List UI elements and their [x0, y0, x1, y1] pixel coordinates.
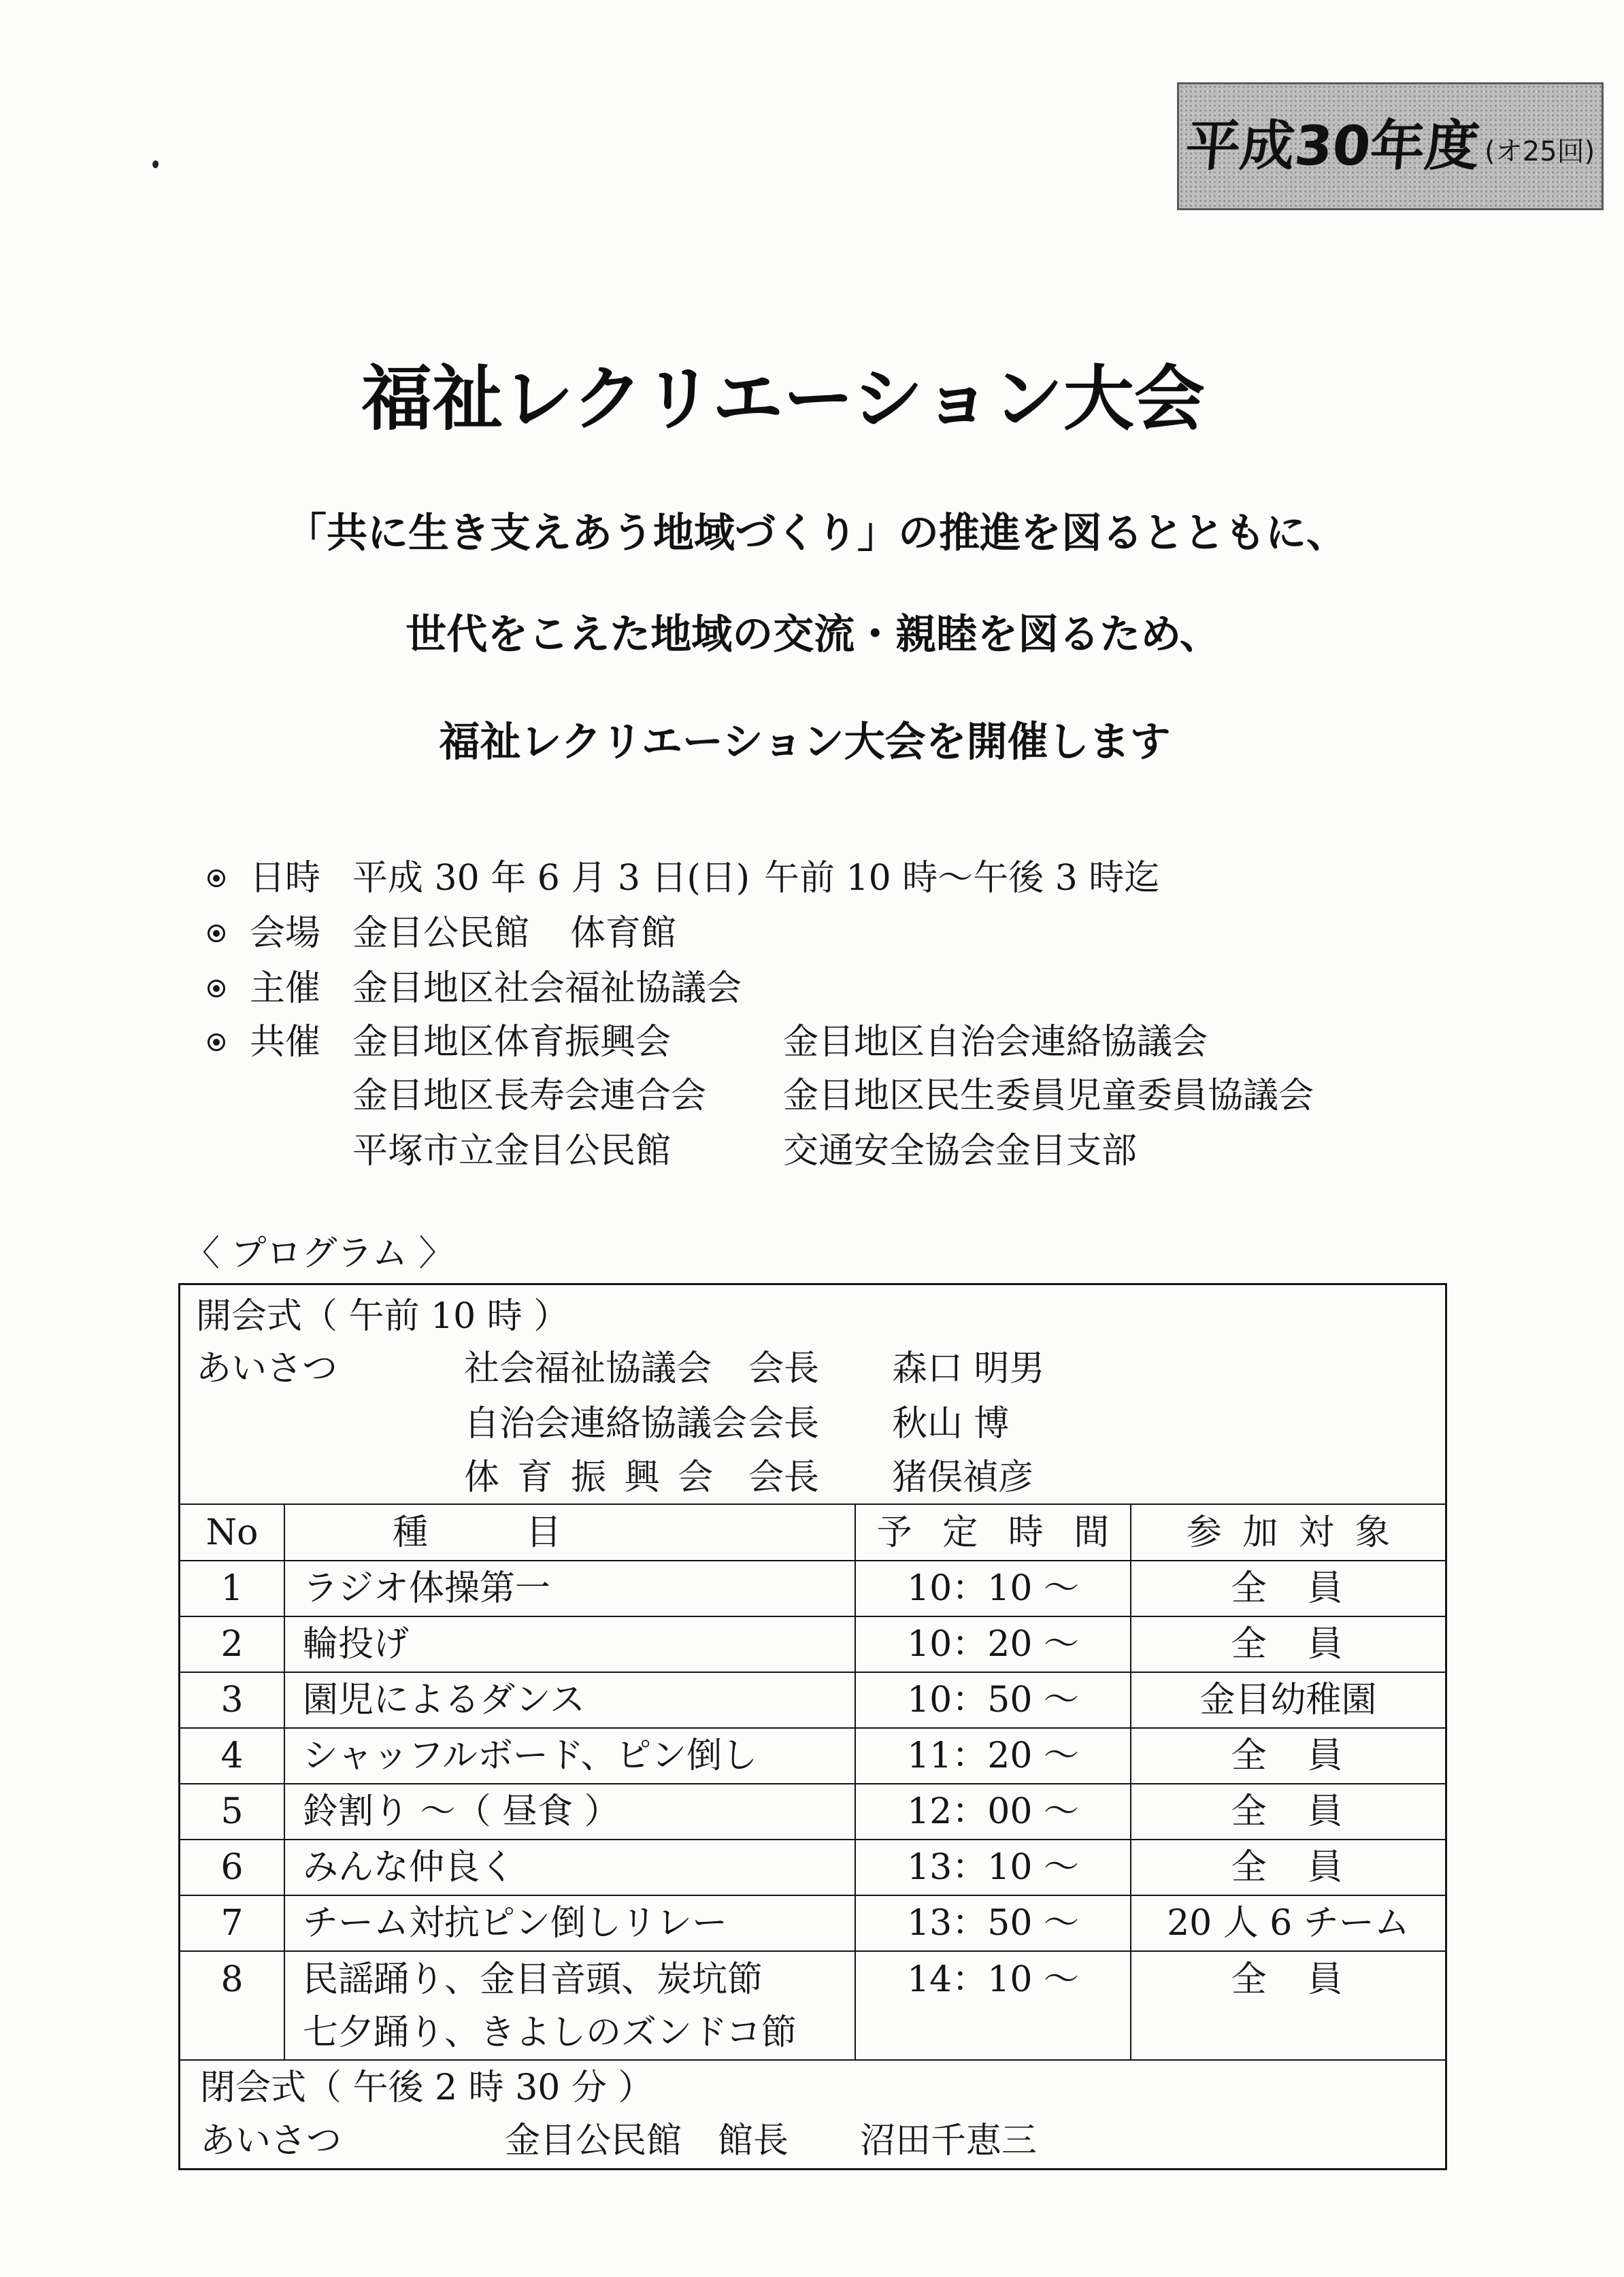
participants: 金目幼稚園	[1131, 1672, 1445, 1728]
row-number: 7	[180, 1895, 284, 1951]
row-number: 5	[180, 1784, 284, 1840]
bullet-icon	[208, 869, 225, 887]
row-number: 2	[180, 1616, 284, 1672]
event-name: シャッフルボード、ピン倒し	[284, 1728, 855, 1784]
event-time: 午前 10 時～午後 3 時迄	[764, 858, 1160, 899]
event-name: 輪投げ	[284, 1616, 855, 1672]
table-row	[180, 1784, 1445, 1840]
opening-ceremony	[196, 1296, 569, 1337]
table-row	[180, 1616, 1445, 1672]
scheduled-time: 13：50 ～	[855, 1895, 1131, 1951]
participants: 全 員	[1131, 1784, 1445, 1840]
column-header-participants: 参 加 対 象	[1131, 1504, 1445, 1561]
event-name: チーム対抗ピン倒しリレー	[284, 1895, 855, 1951]
row-number: 6	[180, 1840, 284, 1895]
scheduled-time: 12：00 ～	[855, 1784, 1131, 1840]
participants: 20 人 6 チーム	[1131, 1895, 1445, 1951]
speaker-name: 森口 明男	[892, 1348, 1045, 1389]
opening-speaker	[196, 1348, 1045, 1389]
info-organizer	[208, 968, 742, 1009]
participants: 全 員	[1131, 1561, 1445, 1616]
bullet-icon	[208, 1033, 225, 1051]
event-name: みんな仲良く	[284, 1840, 855, 1895]
table-row	[180, 1895, 1445, 1951]
info-label: 共催	[250, 1022, 321, 1063]
table-row	[180, 1672, 1445, 1728]
greeting-label: あいさつ	[196, 1348, 338, 1389]
intro-line-3: 福祉レクリエーション大会を開催します	[439, 718, 1171, 766]
info-cosponsors	[208, 1022, 1208, 1063]
scheduled-time: 13：10 ～	[855, 1840, 1131, 1895]
intro-line-1: 「共に生き支えあう地域づくり」の推進を図るとともに、	[286, 510, 1347, 557]
speaker-name: 秋山 博	[892, 1403, 1010, 1444]
stamp-edition: (オ25回)	[1485, 136, 1595, 167]
scan-speck	[151, 160, 159, 169]
speaker-org: 体 育 振 興 会	[464, 1457, 717, 1498]
participants: 全 員	[1131, 1728, 1445, 1784]
row-number: 8	[180, 1951, 284, 2060]
info-label: 会場	[250, 913, 321, 954]
cosponsor-name: 金目地区長寿会連合会	[352, 1076, 707, 1116]
program-heading: 〈 プログラム 〉	[184, 1233, 454, 1274]
scheduled-time: 11：20 ～	[855, 1728, 1131, 1784]
column-header-time: 予 定 時 間	[855, 1504, 1131, 1561]
bullet-icon	[208, 980, 225, 997]
greeting-label: あいさつ	[200, 2121, 342, 2161]
table-row	[180, 1561, 1445, 1616]
program-box	[178, 1283, 1447, 2170]
speaker-role: 会長	[748, 1348, 820, 1389]
opening-title: 開会式（ 午前 10 時 ）	[196, 1296, 569, 1337]
venue-place: 金目公民館	[352, 913, 530, 954]
table-row	[180, 1728, 1445, 1784]
speaker-name: 猪俣禎彦	[892, 1457, 1034, 1498]
participants: 全 員	[1131, 1616, 1445, 1672]
info-datetime	[208, 858, 1160, 899]
stamp-year: 平成30年度	[1182, 114, 1482, 178]
opening-speaker	[196, 1457, 1034, 1498]
column-header-event: 種 目	[284, 1504, 855, 1561]
scheduled-time: 14：10 ～	[855, 1951, 1131, 2060]
row-number: 4	[180, 1728, 284, 1784]
closing-ceremony	[200, 2067, 654, 2108]
info-venue	[208, 913, 677, 954]
table-row	[180, 1951, 1445, 2060]
participants: 全 員	[1131, 1840, 1445, 1895]
cosponsor-name: 金目地区民生委員児童委員協議会	[783, 1076, 1314, 1116]
scheduled-time: 10：20 ～	[855, 1616, 1131, 1672]
table-header-row	[180, 1504, 1445, 1561]
speaker-org: 自治会連絡協議会	[464, 1403, 748, 1444]
event-name	[284, 1951, 855, 2060]
event-name-line: 七夕踊り、きよしのズンドコ節	[303, 2012, 797, 2053]
event-name: 鈴割り ～（ 昼食 ）	[284, 1784, 855, 1840]
intro-line-2: 世代をこえた地域の交流・親睦を図るため、	[405, 611, 1221, 659]
speaker-role: 会長	[748, 1457, 820, 1498]
info-cosponsors-cont	[352, 1133, 1137, 1169]
table-row	[180, 1840, 1445, 1895]
speaker-name: 沼田千恵三	[860, 2121, 1038, 2161]
info-label: 日時	[250, 858, 321, 899]
speaker-org: 社会福祉協議会	[464, 1348, 712, 1389]
closing-speaker	[200, 2123, 1037, 2159]
info-cosponsors-cont	[352, 1078, 1314, 1114]
cosponsor-name: 金目地区体育振興会	[352, 1022, 672, 1063]
column-header-no: No	[180, 1504, 284, 1561]
schedule-table	[180, 1503, 1445, 2061]
cosponsor-name: 金目地区自治会連絡協議会	[783, 1022, 1208, 1063]
cosponsor-name: 交通安全協会金目支部	[783, 1131, 1138, 1171]
year-stamp	[1177, 82, 1604, 210]
event-name-line: 民謡踊り、金目音頭、炭坑節	[303, 1959, 763, 2000]
page-title: 福祉レクリエーション大会	[361, 357, 1205, 440]
scheduled-time: 10：50 ～	[855, 1672, 1131, 1728]
speaker-role: 館長	[718, 2121, 789, 2161]
bullet-icon	[208, 925, 225, 942]
event-date: 平成 30 年 6 月 3 日(日)	[352, 858, 750, 899]
info-label: 主催	[250, 968, 321, 1009]
row-number: 3	[180, 1672, 284, 1728]
speaker-org: 金目公民館	[505, 2121, 682, 2161]
event-name: 園児によるダンス	[284, 1672, 855, 1728]
row-number: 1	[180, 1561, 284, 1616]
scheduled-time: 10：10 ～	[855, 1561, 1131, 1616]
participants: 全 員	[1131, 1951, 1445, 2060]
cosponsor-name: 平塚市立金目公民館	[352, 1131, 672, 1171]
event-name: ラジオ体操第一	[284, 1561, 855, 1616]
organizer-name: 金目地区社会福祉協議会	[352, 968, 742, 1009]
venue-hall: 体育館	[570, 913, 677, 954]
closing-title: 閉会式（ 午後 2 時 30 分 ）	[200, 2067, 654, 2108]
speaker-role: 会長	[748, 1403, 820, 1444]
opening-speaker	[196, 1403, 1010, 1444]
